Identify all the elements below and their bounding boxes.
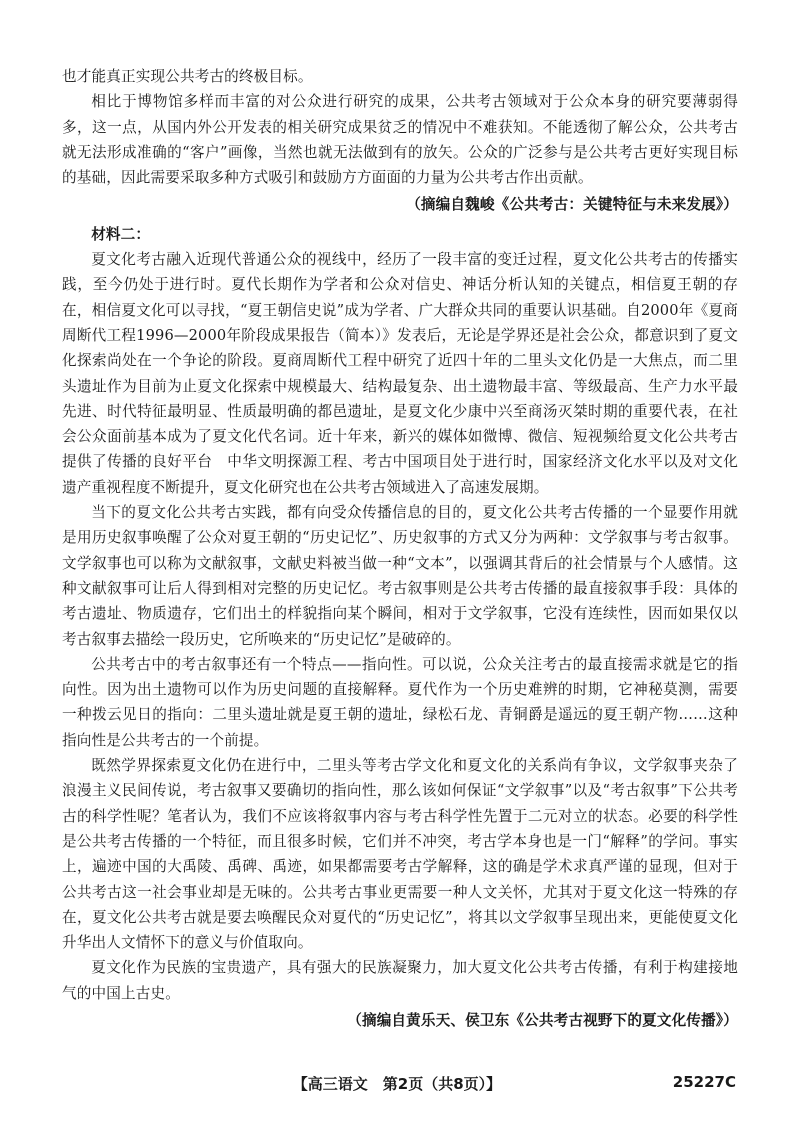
- material2-heading: 材料二：: [91, 225, 151, 243]
- material1-paragraph-continued: 也才能真正实现公共考古的终极目标。: [62, 68, 313, 85]
- exam-code: 25227C: [672, 1073, 736, 1091]
- material2-paragraph-5: 夏文化作为民族的宝贵遗产，具有强大的民族凝聚力，加大夏文化公共考古传播，有利于构建接地气的中国上古史。: [62, 959, 738, 1002]
- material2-paragraph-3: 公共考古中的考古叙事还有一个特点——指向性。可以说，公众关注考古的最直接需求就是它的指向性。因为出土遗物可以作为历史问题的直接解释。夏代作为一个历史难辨的时期，它神秘莫测，需要一种拨云见日的指向：二里头遗址就是夏王朝的遗址，绿松石龙、青铜爵是遥远的夏王朝产物……这种指向性是公共考古的一个前提。: [62, 655, 738, 749]
- material2-paragraph-1: 夏文化考古融入近现代普通公众的视线中，经历了一段丰富的变迁过程，夏文化公共考古的传播实践，至今仍处于进行时。夏代长期作为学者和公众对信史、神话分析认知的关键点，相信夏王朝的存在，相信夏文化可以寻找，“夏王朝信史说”成为学者、广大群众共同的重要认识基础。自2000年《夏商周断代工程1996—2000年阶段成果报告（简本）》发表后，无论是学界还是社会公众，都意识到了夏文化探索尚处在一个争论的阶段。夏商周断代工程中研究了近四十年的二里头文化仍是一大焦点，而二里头遗址作为目前为止夏文化探索中规模最大、结构最复杂、出土遗物最丰富、等级最高、生产力水平最先进、时代特征最明显、性质最明确的都邑遗址，是夏文化少康中兴至商汤灭桀时期的重要代表，在社会公众面前基本成为了夏文化代名词。近十年来，新兴的媒体如微博、微信、短视频给夏文化公共考古提供了传播的良好平台 中华文明探源工程、考古中国项目处于进行时，国家经济文化水平以及对文化遗产重视程度不断提升，夏文化研究也在公共考古领域进入了高速发展期。: [62, 251, 738, 496]
- material2-paragraph-2: 当下的夏文化公共考古实践，都有向受众传播信息的目的，夏文化公共考古传播的一个显要作用就是用历史叙事唤醒了公众对夏王朝的“历史记忆”、历史叙事的方式又分为两种：文学叙事与考古叙事。文学叙事也可以称为文献叙事，文献史料被当做一种“文本”，以强调其背后的社会情景与个人感情。这种文献叙事可让后人得到相对完整的历史记忆。考古叙事则是公共考古传播的最直接叙事手段：具体的考古遗址、物质遗存，它们出土的样貌指向某个瞬间，相对于文学叙事，它没有连续性，因而如果仅以考古叙事去描绘一段历史，它所唤来的“历史记忆”是破碎的。: [62, 504, 738, 648]
- material2-paragraph-4: 既然学界探索夏文化仍在进行中，二里头等考古学文化和夏文化的关系尚有争议，文学叙事夹杂了浪漫主义民间传说，考古叙事又要确切的指向性，那么该如何保证“文学叙事”以及“考古叙事”下公共考古的科学性呢？笔者认为，我们不应该将叙事内容与考古科学性先置于二元对立的状态。必要的科学性是公共考古传播的一个特征，而且很多时候，它们并不冲突，考古学本身也是一门“解释”的学问。事实上，遍迹中国的大禹陵、禹碑、禹迹，如果都需要考古学解释，这的确是学术求真严谨的显现，但对于公共考古这一社会事业却是无味的。公共考古事业更需要一种人文关怀，尤其对于夏文化这一特殊的存在，夏文化公共考古就是要去唤醒民众对夏代的“历史记忆”，将其以文学叙事呈现出来，更能使夏文化升华出人文情怀下的意义与价值取向。: [62, 757, 738, 952]
- material1-source: （摘编自魏峻《公共考古：关键特征与未来发展》）: [406, 196, 738, 214]
- material1-paragraph: 相比于博物馆多样而丰富的对公众进行研究的成果，公共考古领域对于公众本身的研究要薄弱得多，这一点，从国内外公开发表的相关研究成果贫乏的情况中不难获知。不能透彻了解公众，公共考古就无法形成准确的“客户”画像，当然也就无法做到有的放矢。公众的广泛参与是公共考古更好实现目标的基础，因此需要采取多种方式吸引和鼓励方方面面的力量为公共考古作出贡献。: [62, 93, 738, 187]
- page-body: [62, 64, 738, 1037]
- page-number-label: 【高三语文 第2页（共8页）】: [292, 1075, 502, 1093]
- page-footer: [0, 1073, 794, 1099]
- material2-source: （摘编自黄乐天、侯卫东《公共考古视野下的夏文化传播》）: [347, 1011, 738, 1029]
